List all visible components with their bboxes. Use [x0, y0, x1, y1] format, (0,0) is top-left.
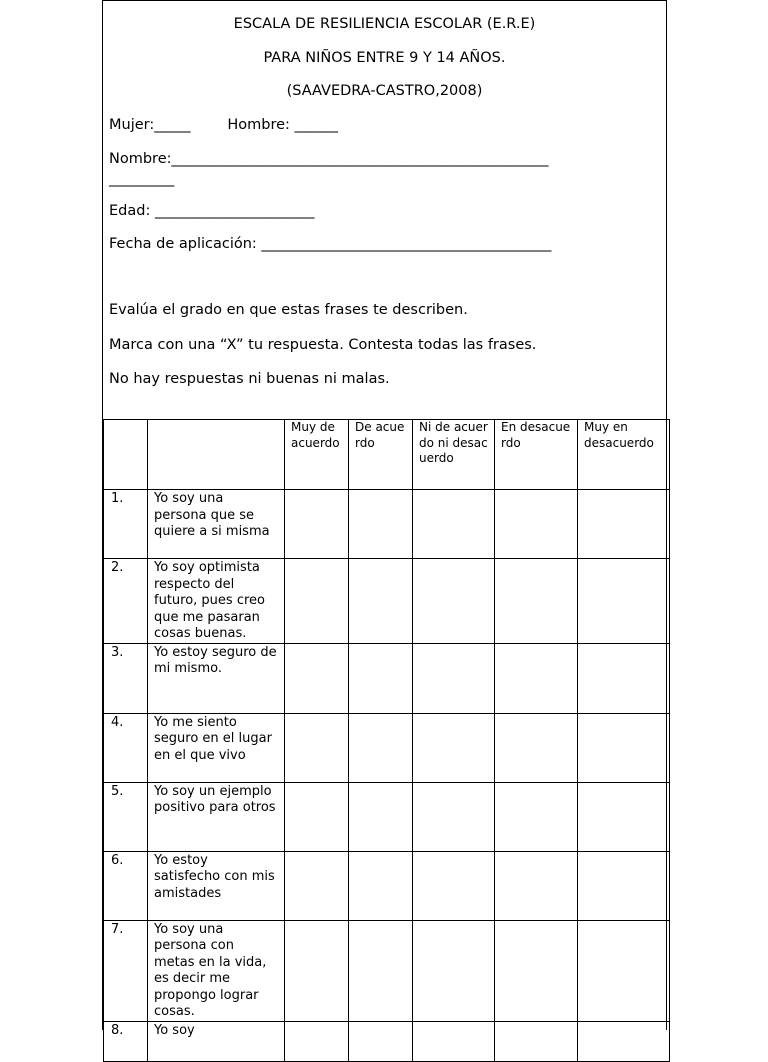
item-number: 3.: [104, 643, 148, 713]
item-number: 6.: [104, 851, 148, 920]
answer-cell-strongly-agree[interactable]: [285, 490, 349, 559]
item-number: 7.: [104, 920, 148, 1021]
answer-cell-strongly-disagree[interactable]: [578, 920, 670, 1021]
answer-cell-agree[interactable]: [349, 782, 413, 851]
answer-cell-strongly-disagree[interactable]: [578, 782, 670, 851]
item-statement: Yo soy un ejemplo positivo para otros: [148, 782, 285, 851]
answer-cell-neutral[interactable]: [413, 1021, 495, 1061]
answer-cell-agree[interactable]: [349, 1021, 413, 1061]
name-field-continuation[interactable]: _________: [109, 171, 175, 187]
item-number: 4.: [104, 713, 148, 782]
application-date-field[interactable]: Fecha de aplicación: ________________________________________: [109, 236, 552, 252]
answer-cell-strongly-disagree[interactable]: [578, 490, 670, 559]
table-header-row: [104, 420, 670, 490]
table-row: [104, 490, 670, 559]
instruction-line: Marca con una “X” tu respuesta. Contesta todas las frases.: [109, 337, 537, 353]
answer-cell-agree[interactable]: [349, 920, 413, 1021]
answer-cell-neutral[interactable]: [413, 643, 495, 713]
answer-cell-strongly-agree[interactable]: [285, 782, 349, 851]
answer-cell-neutral[interactable]: [413, 782, 495, 851]
number-header-cell: [104, 420, 148, 490]
answer-cell-strongly-disagree[interactable]: [578, 1021, 670, 1061]
item-statement: Yo soy: [148, 1021, 285, 1061]
item-statement: Yo estoy satisfecho con mis amistades: [148, 851, 285, 920]
answer-cell-agree[interactable]: [349, 643, 413, 713]
answer-cell-neutral[interactable]: [413, 490, 495, 559]
item-statement: Yo estoy seguro de mi mismo.: [148, 643, 285, 713]
answer-cell-strongly-disagree[interactable]: [578, 713, 670, 782]
table-row: [104, 782, 670, 851]
document-title: ESCALA DE RESILIENCIA ESCOLAR (E.R.E): [233, 16, 536, 32]
answer-cell-disagree[interactable]: [495, 782, 578, 851]
answer-cell-agree[interactable]: [349, 851, 413, 920]
document-citation: (SAAVEDRA-CASTRO,2008): [286, 83, 483, 99]
item-statement: Yo soy una persona con metas en la vida, es decir me propongo lograr cosas.: [148, 920, 285, 1021]
name-field[interactable]: Nombre:____________________________________________________: [109, 151, 549, 167]
answer-cell-neutral[interactable]: [413, 559, 495, 644]
table-row: [104, 643, 670, 713]
column-header-strongly-disagree: Muy en desacuerdo: [578, 420, 670, 490]
answer-cell-neutral[interactable]: [413, 920, 495, 1021]
answer-cell-strongly-agree[interactable]: [285, 643, 349, 713]
item-statement: Yo me siento seguro en el lugar en el que vivo: [148, 713, 285, 782]
column-header-strongly-agree: Muy de acuerdo: [285, 420, 349, 490]
questionnaire-header: [103, 1, 666, 420]
column-header-neutral: Ni de acuerdo ni desacuerdo: [413, 420, 495, 490]
answer-cell-strongly-agree[interactable]: [285, 713, 349, 782]
answer-cell-strongly-disagree[interactable]: [578, 643, 670, 713]
answer-cell-strongly-agree[interactable]: [285, 920, 349, 1021]
table-row: [104, 851, 670, 920]
item-statement: Yo soy una persona que se quiere a si misma: [148, 490, 285, 559]
answer-cell-strongly-agree[interactable]: [285, 559, 349, 644]
document-subtitle: PARA NIÑOS ENTRE 9 Y 14 AÑOS.: [263, 50, 506, 66]
statement-header-cell: [148, 420, 285, 490]
item-number: 8.: [104, 1021, 148, 1061]
answer-cell-disagree[interactable]: [495, 920, 578, 1021]
gender-field[interactable]: Mujer:_____ Hombre: ______: [109, 117, 339, 133]
column-header-disagree: En desacuerdo: [495, 420, 578, 490]
answer-cell-disagree[interactable]: [495, 490, 578, 559]
table-row: [104, 713, 670, 782]
answer-cell-strongly-disagree[interactable]: [578, 559, 670, 644]
answer-cell-disagree[interactable]: [495, 851, 578, 920]
answer-cell-neutral[interactable]: [413, 851, 495, 920]
answer-cell-strongly-agree[interactable]: [285, 851, 349, 920]
answer-cell-agree[interactable]: [349, 713, 413, 782]
table-row: [104, 1021, 670, 1061]
table-row: [104, 920, 670, 1021]
answer-cell-strongly-agree[interactable]: [285, 1021, 349, 1061]
age-field[interactable]: Edad: ______________________: [109, 203, 315, 219]
answer-cell-disagree[interactable]: [495, 643, 578, 713]
answer-cell-strongly-disagree[interactable]: [578, 851, 670, 920]
instruction-line: No hay respuestas ni buenas ni malas.: [109, 371, 390, 387]
answer-cell-neutral[interactable]: [413, 713, 495, 782]
item-number: 1.: [104, 490, 148, 559]
column-header-agree: De acuerdo: [349, 420, 413, 490]
item-number: 5.: [104, 782, 148, 851]
answer-cell-agree[interactable]: [349, 559, 413, 644]
table-row: [104, 559, 670, 644]
answer-cell-disagree[interactable]: [495, 1021, 578, 1061]
answer-cell-disagree[interactable]: [495, 559, 578, 644]
response-table: [103, 419, 670, 1062]
answer-cell-agree[interactable]: [349, 490, 413, 559]
instruction-line: Evalúa el grado en que estas frases te describen.: [109, 302, 468, 318]
item-statement: Yo soy optimista respecto del futuro, pues creo que me pasaran cosas buenas.: [148, 559, 285, 644]
answer-cell-disagree[interactable]: [495, 713, 578, 782]
item-number: 2.: [104, 559, 148, 644]
questionnaire-sheet: [102, 0, 667, 1038]
